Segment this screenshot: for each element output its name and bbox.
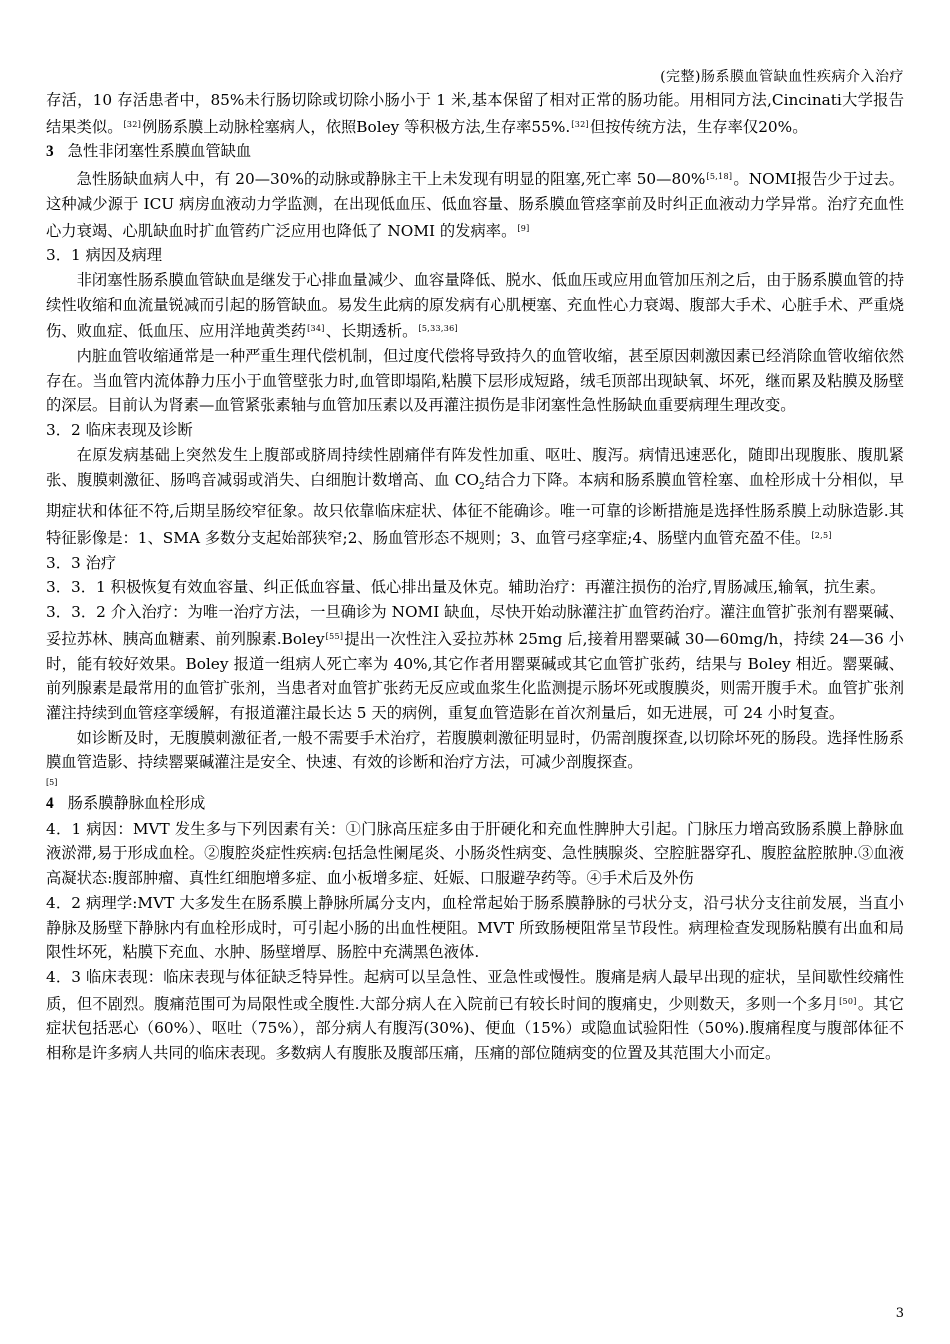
body-paragraph xyxy=(46,891,904,965)
citation-ref: [32] xyxy=(123,119,142,129)
citation-ref: [5,33,36] xyxy=(418,324,458,334)
text-run: 3．3．2 介入治疗：为唯一治疗方法，一旦确诊为 NOMI 缺血，尽快开始动脉灌注扩血管药治疗。灌注血管扩张剂有罂粟碱、妥拉苏林、胰高血糖素、前列腺素.Boley xyxy=(46,603,904,648)
document-body xyxy=(46,88,904,1066)
text-run: 如诊断及时，无腹膜刺激征者,一般不需要手术治疗，若腹膜刺激征明显时，仍需剖腹探查,以切除坏死的肠段。选择性肠系膜血管造影、持续罂粟碱灌注是安全、快速、有效的诊断和治疗方法，可减少剖腹探查。 xyxy=(46,728,904,772)
text-run: 存活，10 存活患者中，85%未行肠切除或切除小肠小于 1 米,基本保留了相对正常的肠功能。用相同方法,Cincinati大学报告结果类似。 xyxy=(46,91,904,136)
text-run: 在原发病基础上突然发生上腹部或脐周持续性剧痛伴有阵发性加重、呕吐、腹泻。病情迅速恶化，随即出现腹胀、腹肌紧张、腹膜刺激征、肠鸣音减弱或消失、白细胞计数增高、血 CO xyxy=(46,445,904,489)
body-paragraph xyxy=(46,165,904,243)
section-number: 4 xyxy=(46,795,54,813)
section-number: 3 xyxy=(46,143,54,161)
body-paragraph xyxy=(46,344,904,418)
text-run: 。NOMI报告少于过去。这种减少源于 ICU 病房血液动力学监测，在出现低血压、低血容量、肠系膜血管痉挛前及时纠正血液动力学异常。治疗充血性心力衰竭、心肌缺血时扩血管药广泛应用也降低了 NOMI 的发病率。 xyxy=(46,170,904,240)
citation-ref: [5,18] xyxy=(706,172,733,182)
text-run: 肠系膜静脉血栓形成 xyxy=(67,794,206,813)
body-paragraph xyxy=(46,600,904,726)
text-run: 4．1 病因：MVT 发生多与下列因素有关：①门脉高压症多由于肝硬化和充血性脾肿大引起。门脉压力增高致肠系膜上静脉血液淤滞,易于形成血栓。②腹腔炎症性疾病:包括急性阑尾炎、小肠炎性病变、急性胰腺炎、空腔脏器穿孔、腹腔盆腔脓肿.③血液高凝状态:腹部肿瘤、真性红细胞增多症、血小板增多症、妊娠、口服避孕药等。④手术后及外伤 xyxy=(46,819,904,888)
text-run: 急性肠缺血病人中，有 20—30%的动脉或静脉主干上未发现有明显的阻塞,死亡率 50—80% xyxy=(76,170,706,189)
body-paragraph xyxy=(46,965,904,1066)
text-run: 提出一次性注入妥拉苏林 25mg 后,接着用罂粟碱 30—60mg/h，持续 24—36 小时，能有较好效果。Boley 报道一组病人死亡率为 40%,其它作者用罂粟碱或其它血管扩张药，结果与 Boley 相近。罂粟碱、前列腺素是最常用的血管扩张剂，当患者对血管扩张药无反应或血浆生化监测提示肠坏死或腹膜炎，则需开腹手术。血管扩张剂灌注持续到血管痉挛缓解，有报道灌注最长达 5 天的病例，重复血管造影在首次剂量后，如无进展，可 24 小时复查。 xyxy=(46,629,904,722)
citation-line xyxy=(46,775,904,791)
subscript: 2 xyxy=(479,481,485,492)
body-paragraph xyxy=(46,726,904,775)
citation-ref: [32] xyxy=(571,119,589,129)
text-run: 结合力下降。本病和肠系膜血管栓塞、血栓形成十分相似，早期症状和体征不符,后期呈肠绞窄征象。故只依靠临床症状、体征不能确诊。唯一可靠的诊断措施是选择性肠系膜上动脉造影.其特征影像是：1、SMA 多数分支起始部狭窄;2、肠血管形态不规则；3、血管弓痉挛症;4、肠壁内血管充盈不佳。 xyxy=(46,470,904,547)
text-run: 4．3 临床表现：临床表现与体征缺乏特异性。起病可以呈急性、亚急性或慢性。腹痛是病人最早出现的症状，呈间歇性绞痛性质，但不剧烈。腹痛范围可为局限性或全腹性.大部分病人在入院前已有较长时间的腹痛史，少则数天，多则一个多月 xyxy=(46,967,904,1013)
citation-ref: [50] xyxy=(839,996,857,1006)
text-run: 4．2 病理学:MVT 大多发生在肠系膜上静脉所属分支内，血栓常起始于肠系膜静脉的弓状分支，沿弓状分支往前发展，当直小静脉及肠壁下静脉内有血栓形成时，可引起小肠的出血性梗阻。MVT 所致肠梗阻常呈节段性。病理检查发现肠粘膜有出血和局限性坏死，粘膜下充血、水肿、肠壁增厚、肠腔中充满黑色液体. xyxy=(46,893,904,962)
section-heading xyxy=(46,243,904,268)
section-heading xyxy=(46,791,904,817)
citation-ref: [34] xyxy=(307,324,325,334)
text-run: 3．3 治疗 xyxy=(46,553,117,572)
section-heading xyxy=(46,139,904,165)
citation-ref: [9] xyxy=(517,223,530,233)
citation-ref: [55] xyxy=(325,631,344,641)
text-run: 、长期透析。 xyxy=(325,322,418,341)
section-heading xyxy=(46,418,904,443)
text-run: 但按传统方法，生存率仅20%。 xyxy=(589,117,808,136)
section-heading xyxy=(46,551,904,576)
text-run: 内脏血管收缩通常是一种严重生理代偿机制，但过度代偿将导致持久的血管收缩，甚至原因刺激因素已经消除血管收缩依然存在。当血管内流体静力压小于血管壁张力时,血管即塌陷,粘膜下层形成短路，绒毛顶部出现缺氧、坏死，继而累及粘膜及肠壁的深层。目前认为肾素—血管紧张素轴与血管加压素以及再灌注损伤是非闭塞性急性肠缺血重要病理生理改变。 xyxy=(46,347,904,415)
body-paragraph xyxy=(46,443,904,551)
body-paragraph xyxy=(46,575,904,600)
page-number: 3 xyxy=(895,1306,904,1321)
text-run: 3．2 临床表现及诊断 xyxy=(46,421,193,440)
text-run: 急性非闭塞性系膜血管缺血 xyxy=(67,142,252,161)
text-run: 例肠系膜上动脉栓塞病人，依照Boley 等积极方法,生存率55%. xyxy=(142,117,571,136)
text-run: 。其它症状包括恶心（60%）、呕吐（75%），部分病人有腹泻(30%)、便血（15%）或隐血试验阳性（50%).腹痛程度与腹部体征不相称是许多病人共同的临床表现。多数病人有腹胀及腹部压痛，压痛的部位随病变的位置及其范围大小而定。 xyxy=(46,994,904,1063)
body-paragraph xyxy=(46,817,904,891)
body-paragraph xyxy=(46,88,904,139)
body-paragraph xyxy=(46,268,904,344)
text-run: 非闭塞性肠系膜血管缺血是继发于心排血量减少、血容量降低、脱水、低血压或应用血管加压剂之后，由于肠系膜血管的持续性收缩和血流量锐减而引起的肠管缺血。易发生此病的原发病有心肌梗塞、充血性心力衰竭、腹部大手术、心脏手术、严重烧伤、败血症、低血压、应用洋地黄类药 xyxy=(46,270,904,341)
citation-ref: [2,5] xyxy=(811,531,832,540)
text-run: 3．1 病因及病理 xyxy=(46,246,163,265)
running-header: (完整)肠系膜血管缺血性疾病介入治疗 xyxy=(660,69,904,85)
text-run: 3．3．1 积极恢复有效血容量、纠正低血容量、低心排出量及休克。辅助治疗：再灌注损伤的治疗,胃肠减压,输氧，抗生素。 xyxy=(46,578,886,597)
citation-ref: [5] xyxy=(46,778,58,788)
